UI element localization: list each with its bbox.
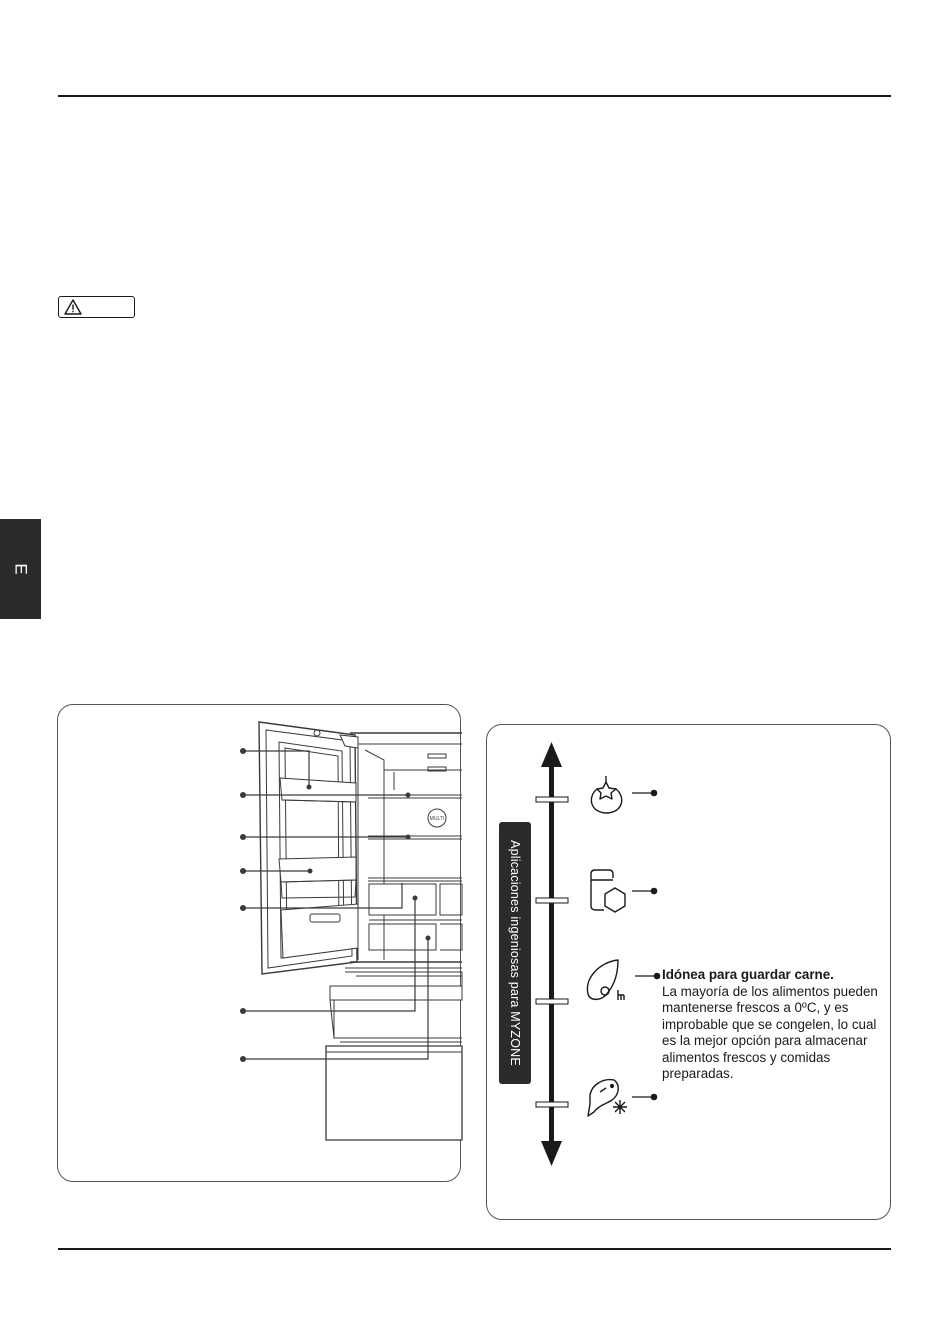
axis-tick-3 [536, 999, 568, 1004]
axis-tick-4 [536, 1102, 568, 1107]
axis-tick-2 [536, 898, 568, 903]
language-tab-label: E [11, 563, 31, 575]
meat-zone-heading: Idónea para guardar carne. [662, 967, 834, 982]
zone-dot-3 [654, 973, 661, 980]
tomato-icon [591, 776, 621, 813]
axis-tick-1 [536, 797, 568, 802]
multi-badge-text: MULTI [429, 816, 445, 822]
jar-cheese-icon [591, 870, 625, 912]
myzone-axis-label-text: Aplicaciones ingeniosas para MYZONE [508, 840, 522, 1066]
zone-dot-2 [651, 888, 658, 895]
meat-icon [587, 960, 624, 1000]
zone-dot-4 [651, 1094, 658, 1101]
meat-zone-description [662, 967, 882, 1083]
zone-dot-1 [651, 790, 658, 797]
meat-zone-text: La mayoría de los alimentos pueden mantenerse frescos a 0ºC, y es improbable que se congelen, lo cual es la mejor opción para almacenar alimentos frescos y comidas preparadas. [662, 983, 878, 1081]
fish-frozen-icon [588, 1080, 627, 1116]
